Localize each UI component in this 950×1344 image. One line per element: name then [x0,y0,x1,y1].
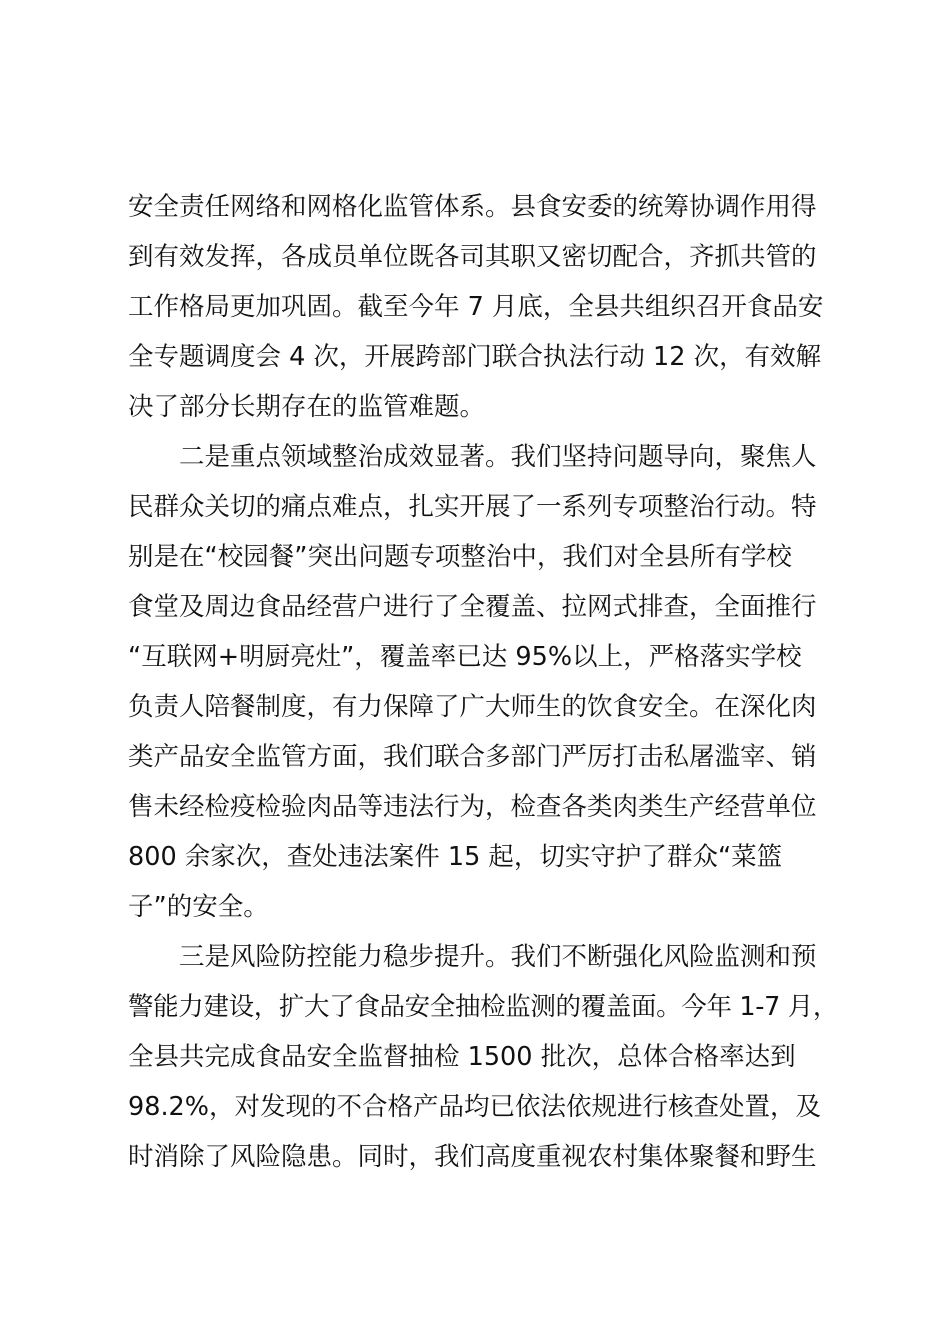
text-line: 售未经检疫检验肉品等违法行为，检查各类肉类生产经营单位 [128,792,817,822]
text-line: 别是在“校园餐”突出问题专项整治中，我们对全县所有学校 [128,542,792,572]
text-line: 98.2%，对发现的不合格产品均已依法依规进行核查处置，及 [128,1092,822,1122]
text-line: 子”的安全。 [128,892,269,922]
text-line: 类产品安全监管方面，我们联合多部门严厉打击私屠滥宰、销 [128,742,817,772]
text-line: 警能力建设，扩大了食品安全抽检监测的覆盖面。今年 1-7 月， [128,992,839,1022]
text-line: 食堂及周边食品经营户进行了全覆盖、拉网式排查，全面推行 [128,592,817,622]
text-line: 时消除了风险隐患。同时，我们高度重视农村集体聚餐和野生 [128,1142,817,1172]
text-line: 全专题调度会 4 次，开展跨部门联合执法行动 12 次，有效解 [128,342,822,372]
paragraph-start-line: 三是风险防控能力稳步提升。我们不断强化风险监测和预 [179,942,817,972]
text-line: 负责人陪餐制度，有力保障了广大师生的饮食安全。在深化肉 [128,692,817,722]
text-line: 全县共完成食品安全监督抽检 1500 批次，总体合格率达到 [128,1042,796,1072]
text-line: 决了部分长期存在的监管难题。 [128,392,486,422]
paragraph-start-line: 二是重点领域整治成效显著。我们坚持问题导向，聚焦人 [179,442,817,472]
body-text [128,182,838,1182]
text-line: 到有效发挥，各成员单位既各司其职又密切配合，齐抓共管的 [128,242,817,272]
text-line: “互联网+明厨亮灶”，覆盖率已达 95%以上，严格落实学校 [128,642,802,672]
text-line: 民群众关切的痛点难点，扎实开展了一系列专项整治行动。特 [128,492,817,522]
text-line: 安全责任网络和网格化监管体系。县食安委的统筹协调作用得 [128,192,817,222]
text-line: 工作格局更加巩固。截至今年 7 月底，全县共组织召开食品安 [128,292,824,322]
text-line: 800 余家次，查处违法案件 15 起，切实守护了群众“菜篮 [128,842,783,872]
